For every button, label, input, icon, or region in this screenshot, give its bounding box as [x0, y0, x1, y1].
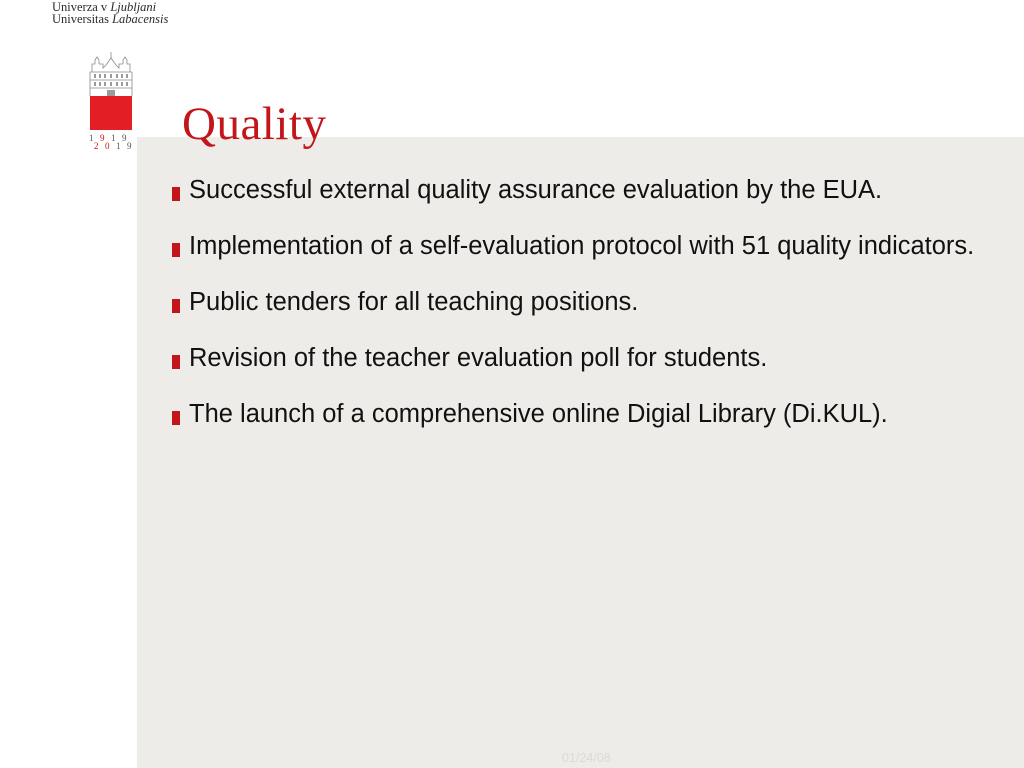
svg-text:9: 9: [122, 133, 127, 143]
university-name-latin: Universitas Labacensis: [52, 11, 169, 26]
bullet-item: [171, 396, 1011, 432]
svg-text:2: 2: [94, 141, 99, 151]
bullet-text: Successful external quality assurance evaluation by the EUA.: [189, 176, 883, 204]
slide-title: Quality: [182, 98, 327, 150]
bullet-item: [171, 228, 1011, 264]
svg-text:9: 9: [127, 141, 132, 151]
bullet-square-icon: [172, 299, 180, 313]
svg-text:9: 9: [100, 133, 105, 143]
bullet-text: Implementation of a self-evaluation protocol with 51 quality indicators.: [189, 232, 975, 260]
university-name-slovene: Univerza v Ljubljani: [52, 0, 157, 14]
bullet-item: [171, 284, 1011, 320]
bullet-text: The launch of a comprehensive online Digial Library (Di.KUL).: [189, 400, 888, 428]
bullet-square-icon: [172, 187, 180, 201]
svg-text:1: 1: [111, 133, 116, 143]
bullet-square-icon: [172, 411, 180, 425]
svg-text:1: 1: [89, 133, 94, 143]
svg-text:0: 0: [105, 141, 110, 151]
bullet-text: Public tenders for all teaching positions.: [189, 288, 639, 316]
footer-date: 01/24/08: [562, 751, 611, 765]
bullet-item: [171, 172, 1011, 208]
university-logo: [86, 52, 136, 152]
university-building-icon: [86, 52, 136, 152]
bullet-square-icon: [172, 355, 180, 369]
bullet-list: [171, 172, 1011, 452]
svg-text:1: 1: [116, 141, 121, 151]
bullet-square-icon: [172, 243, 180, 257]
bullet-item: [171, 340, 1011, 376]
university-name: [52, 2, 168, 25]
bullet-text: Revision of the teacher evaluation poll for students.: [189, 344, 768, 372]
